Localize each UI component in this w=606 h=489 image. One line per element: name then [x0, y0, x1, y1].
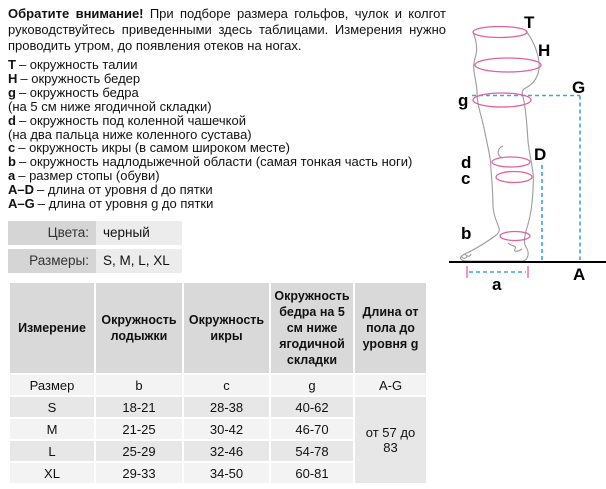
header-calf: Окружность икры [184, 283, 269, 373]
cell-g: 54-78 [271, 441, 353, 461]
hip-ellipse [475, 58, 541, 72]
subheader-g: g [271, 375, 353, 395]
colors-row [8, 221, 182, 245]
below-knee-ellipse [492, 157, 530, 167]
description-column [8, 6, 446, 277]
kneecap-detail [498, 146, 503, 158]
subheader-ag: A-G [355, 375, 426, 395]
label-heel-A: A [573, 265, 586, 284]
label-thigh-g: g [458, 91, 469, 110]
table-row [10, 397, 426, 417]
colors-value: черный [96, 221, 182, 245]
legend-item-AG: A–G – длина от уровня g до пятки [8, 196, 214, 212]
cell-size: L [10, 441, 94, 461]
cell-length-merged: от 57 до 83 [355, 397, 426, 483]
header-thigh: Окружность бедра на 5 см ниже ягодичной складки [271, 283, 353, 373]
guide-lines [469, 96, 580, 273]
cell-b: 29-33 [96, 463, 182, 483]
header-ankle: Окружность лодыжки [96, 283, 182, 373]
sizes-row [8, 249, 182, 273]
cell-b: 21-25 [96, 419, 182, 439]
cell-c: 28-38 [184, 397, 269, 417]
label-ankle-b: b [461, 224, 472, 243]
intro-line-3: проводить утром, до появления отеков на ногах. [8, 38, 302, 53]
subheader-size: Размер [10, 375, 94, 395]
cell-g: 46-70 [271, 419, 353, 439]
subheader-b: b [96, 375, 182, 395]
label-knee-D: D [534, 145, 547, 164]
legend-item-a: a – размер стопы (обуви) [8, 168, 160, 184]
label-calf-c: c [461, 169, 471, 188]
legend-item-d: d – окружность под коленной чашечкой [8, 112, 246, 128]
cell-c: 30-42 [184, 419, 269, 439]
header-measurement: Измерение [10, 283, 94, 373]
toe-detail [461, 254, 471, 258]
ankle-bone-detail [508, 243, 522, 251]
colors-label: Цвета: [8, 221, 96, 245]
cell-b: 25-29 [96, 441, 182, 461]
label-top-G: G [572, 78, 586, 97]
header-length: Длина от пола до уровня g [355, 283, 426, 373]
cell-b: 18-21 [96, 397, 182, 417]
legend-item-H: H – окружность бедер [8, 70, 141, 86]
legend-item-g-note: (на 5 см ниже ягодичной складки) [8, 98, 212, 114]
leg-measurement-diagram [446, 0, 606, 292]
leg-outline [461, 31, 540, 261]
cell-size: S [10, 397, 94, 417]
legend-item-d-note: (на два пальца ниже коленного сустава) [8, 126, 252, 142]
label-foot-a: a [492, 275, 502, 292]
subheader-c: c [184, 375, 269, 395]
legend-item-T: T – окружность талии [8, 57, 138, 72]
sizes-value: S, M, L, XL [96, 249, 182, 273]
intro-paragraph [8, 6, 446, 54]
intro-line-2: руководствуйтесь приведенными здесь таблицами. Измерения нужно [8, 22, 446, 37]
intro-emphasis: Обратите внимание! [8, 6, 144, 21]
intro-line-1: Обратите внимание! При подборе размера гольфов, чулок и колгот [8, 6, 446, 21]
legend-item-c: c – окружность икры (в самом широком месте) [8, 140, 290, 156]
size-table-subheader-row [10, 375, 426, 395]
measurement-legend [8, 58, 446, 211]
cell-c: 34-50 [184, 463, 269, 483]
legend-item-AD: A–D – длина от уровня d до пятки [8, 182, 213, 198]
legend-item-b: b – окружность надлодыжечной области (самая тонкая часть ноги) [8, 154, 413, 170]
waist-ellipse [473, 27, 527, 38]
label-hip-H: H [538, 41, 551, 60]
label-below-knee-d: d [461, 153, 472, 172]
legend-item-g: g – окружность бедра [8, 84, 139, 100]
label-waist-T: T [524, 13, 535, 32]
size-table [8, 281, 428, 485]
attributes-box [8, 217, 182, 277]
sizes-label: Размеры: [8, 249, 96, 273]
cell-c: 32-46 [184, 441, 269, 461]
cell-g: 40-62 [271, 397, 353, 417]
cell-size: M [10, 419, 94, 439]
cell-size: XL [10, 463, 94, 483]
calf-ellipse [496, 172, 532, 183]
cell-g: 60-81 [271, 463, 353, 483]
size-table-header-row [10, 283, 426, 373]
